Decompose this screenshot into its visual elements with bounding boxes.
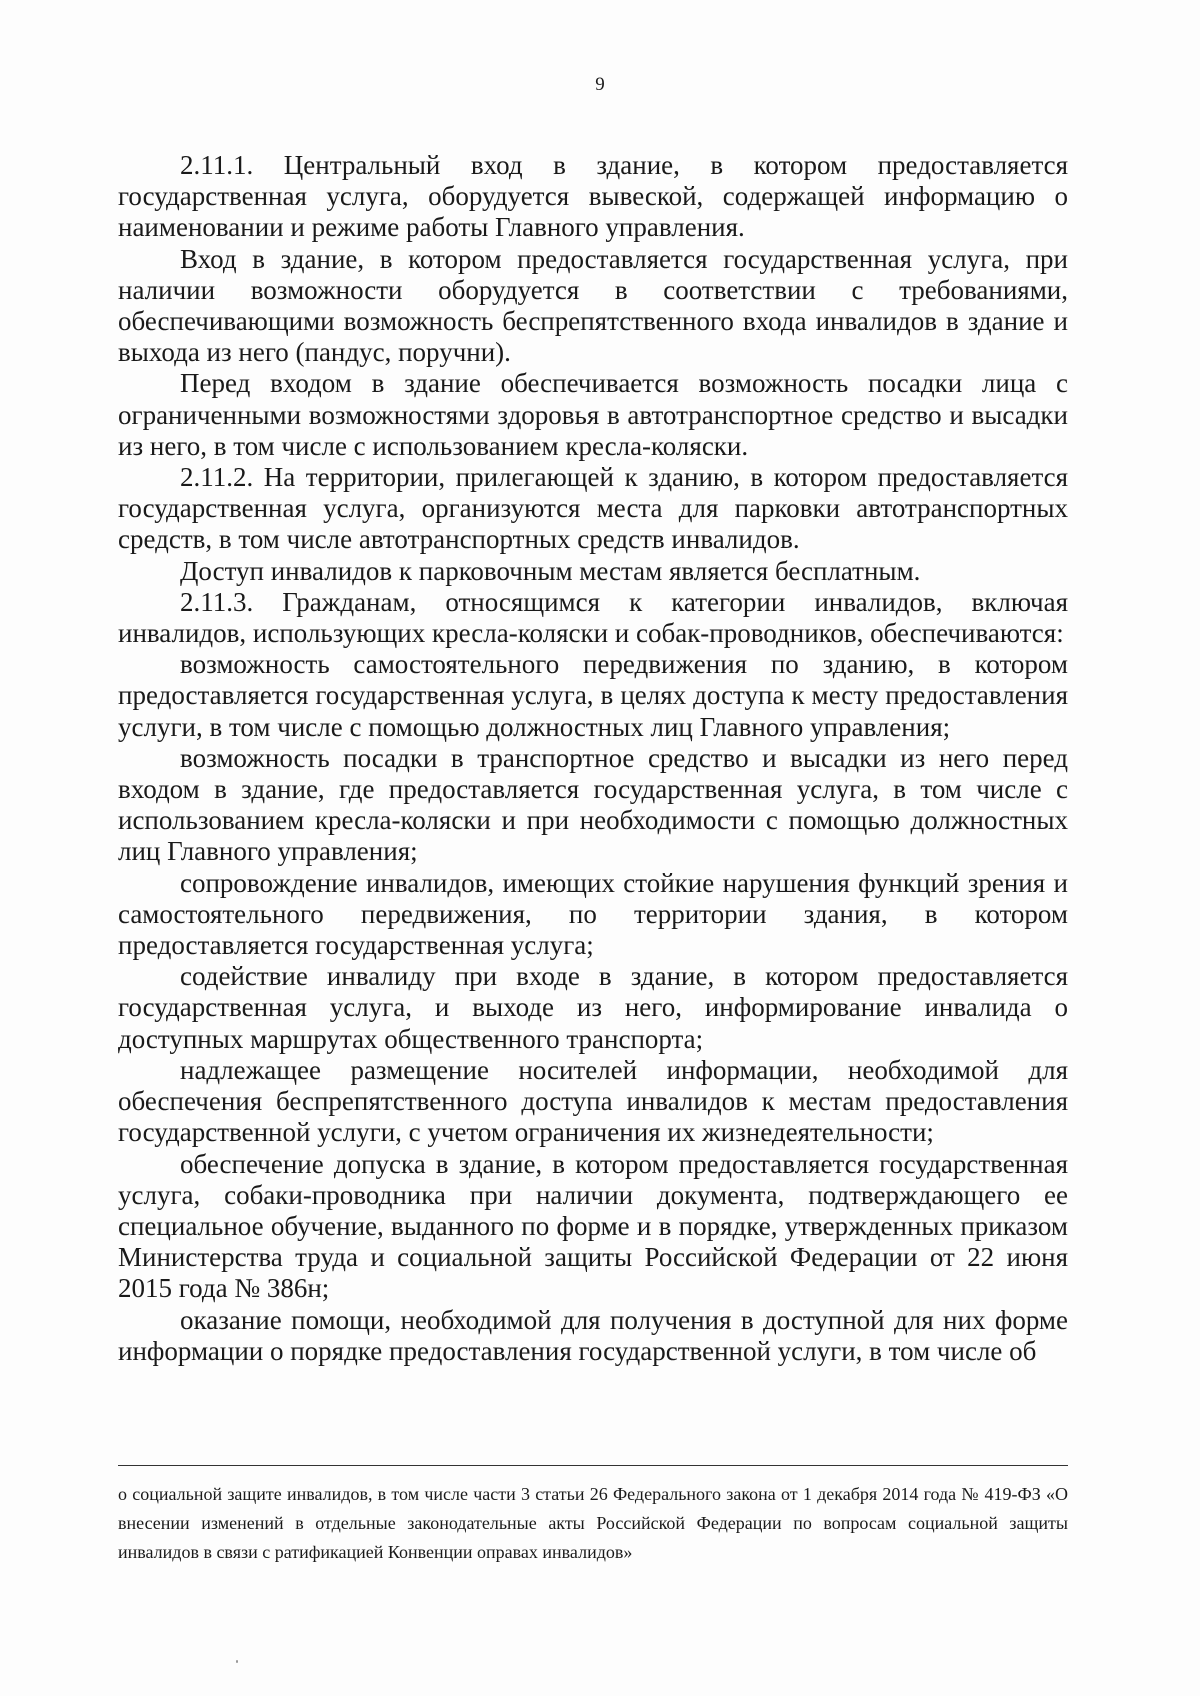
paragraph-assistance-entry: содействие инвалиду при входе в здание, в котором предоставляется государственная услуга, и выходе из него, информирование инвалида о доступных маршрутах общественного транспорта;: [118, 961, 1068, 1054]
scan-speck: [236, 1660, 238, 1663]
paragraph-help-information: оказание помощи, необходимой для получения в доступной для них форме информации о порядке предоставления государственной услуги, в том числе об: [118, 1304, 1068, 1366]
paragraph-independent-movement: возможность самостоятельного передвижения по зданию, в котором предоставляется государственная услуга, в целях доступа к месту предоставления услуги, в том числе с помощью должностных лиц Главного управления;: [118, 649, 1068, 742]
document-body: [118, 150, 1068, 1367]
footnote-divider: [118, 1465, 1068, 1466]
paragraph-free-parking: Доступ инвалидов к парковочным местам является бесплатным.: [180, 555, 921, 586]
paragraph-entrance-accessibility: Вход в здание, в котором предоставляется государственная услуга, при наличии возможности оборудуется в соответствии с требованиями, обеспечивающими возможность беспрепятственного входа инвалидов в здание и выхода из него (пандус, поручни).: [118, 243, 1068, 368]
footnote-text: о социальной защите инвалидов, в том числе части 3 статьи 26 Федерального закона от 1 декабря 2014 года № 419-ФЗ «О внесении изменений в отдельные законодательные акты Российской Федерации по вопросам социальной защиты инвалидов в связи с ратификацией Конвенции оправах инвалидов»: [118, 1484, 1068, 1562]
paragraph-guide-dog-admission: обеспечение допуска в здание, в котором предоставляется государственная услуга, собаки-проводника при наличии документа, подтверждающего ее специальное обучение, выданного по форме и в порядке, утвержденных приказом Министерства труда и социальной защиты Российской Федерации от 22 июня 2015 года № 386н;: [118, 1148, 1068, 1304]
paragraph-2-11-1: 2.11.1. Центральный вход в здание, в котором предоставляется государственная услуга, оборудуется вывеской, содержащей информацию о наименовании и режиме работы Главного управления.: [118, 150, 1068, 243]
paragraph-boarding-vehicle: Перед входом в здание обеспечивается возможность посадки лица с ограниченными возможностями здоровья в автотранспортное средство и высадки из него, в том числе с использованием кресла-коляски.: [118, 368, 1068, 461]
page-number: 9: [595, 74, 605, 95]
paragraph-information-placement: надлежащее размещение носителей информации, необходимой для обеспечения беспрепятственного доступа инвалидов к местам предоставления государственной услуги, с учетом ограничения их жизнедеятельности;: [118, 1054, 1068, 1148]
footnote: [118, 1480, 1068, 1567]
paragraph-boarding-transport: возможность посадки в транспортное средство и высадки из него перед входом в здание, где предоставляется государственная услуга, в том числе с использованием кресла-коляски и при необходимости с помощью должностных лиц Главного управления;: [118, 742, 1068, 867]
paragraph-2-11-2: 2.11.2. На территории, прилегающей к зданию, в котором предоставляется государственная услуга, организуются места для парковки автотранспортных средств, в том числе автотранспортных средств инвалидов.: [118, 462, 1068, 555]
paragraph-2-11-3: 2.11.3. Гражданам, относящимся к категории инвалидов, включая инвалидов, использующих кресла-коляски и собак-проводников, обеспечиваются:: [118, 586, 1068, 649]
paragraph-escort: сопровождение инвалидов, имеющих стойкие нарушения функций зрения и самостоятельного передвижения, по территории здания, в котором предоставляется государственная услуга;: [118, 867, 1068, 961]
